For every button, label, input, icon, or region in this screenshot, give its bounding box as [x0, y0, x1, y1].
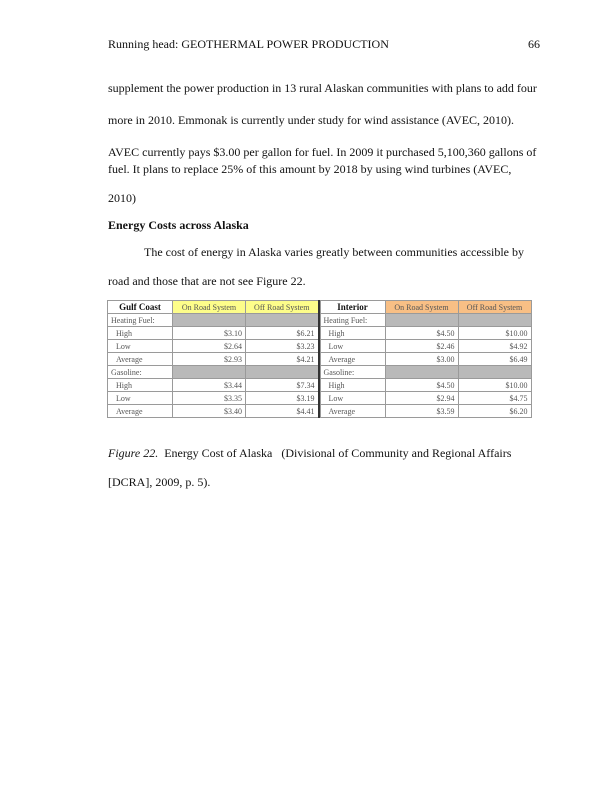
table-row: [320, 353, 531, 366]
on-road-value: $3.59: [385, 405, 458, 418]
paragraph-line: 2010): [108, 191, 136, 205]
table-row: [108, 327, 319, 340]
category-filler-cell: [173, 314, 246, 327]
on-road-value: $3.00: [385, 353, 458, 366]
paragraph-line: fuel. It plans to replace 25% of this amount by 2018 by using wind turbines (AVEC,: [108, 162, 512, 176]
table-row: [320, 366, 531, 379]
paragraph-line: supplement the power production in 13 rural Alaskan communities with plans to add four: [108, 81, 537, 95]
running-head: [108, 36, 540, 52]
table-row: [320, 392, 531, 405]
off-road-value: $3.23: [246, 340, 319, 353]
row-label: Average: [320, 405, 385, 418]
off-road-value: $6.49: [458, 353, 531, 366]
off-road-value: $6.21: [246, 327, 319, 340]
column-header-on-road: On Road System: [173, 301, 246, 314]
table-row: [108, 340, 319, 353]
table-row: [320, 327, 531, 340]
figure-label: Figure 22.: [108, 446, 159, 460]
off-road-value: $6.20: [458, 405, 531, 418]
on-road-value: $2.46: [385, 340, 458, 353]
category-filler-cell: [385, 366, 458, 379]
page-number: 66: [528, 37, 540, 51]
interior-table: [320, 300, 532, 418]
column-header-on-road: On Road System: [385, 301, 458, 314]
table-header-row: [320, 301, 531, 314]
table-row: [320, 405, 531, 418]
on-road-value: $4.50: [385, 327, 458, 340]
table-row: [320, 314, 531, 327]
row-label: Low: [108, 392, 173, 405]
off-road-value: $4.21: [246, 353, 319, 366]
category-filler-cell: [458, 366, 531, 379]
table-header-row: [108, 301, 319, 314]
row-label: High: [320, 379, 385, 392]
category-label: Heating Fuel:: [320, 314, 385, 327]
row-label: Low: [320, 340, 385, 353]
off-road-value: $4.41: [246, 405, 319, 418]
category-filler-cell: [173, 366, 246, 379]
table-row: [108, 379, 319, 392]
region-title: Interior: [320, 301, 385, 314]
category-label: Heating Fuel:: [108, 314, 173, 327]
row-label: High: [108, 379, 173, 392]
row-label: Average: [108, 353, 173, 366]
gulf-coast-table: [107, 300, 320, 418]
row-label: High: [108, 327, 173, 340]
energy-cost-table: [107, 300, 529, 418]
on-road-value: $3.10: [173, 327, 246, 340]
on-road-value: $3.44: [173, 379, 246, 392]
table-row: [320, 379, 531, 392]
column-header-off-road: Off Road System: [458, 301, 531, 314]
on-road-value: $3.40: [173, 405, 246, 418]
paragraph-line: The cost of energy in Alaska varies greatly between communities accessible by: [144, 245, 524, 259]
off-road-value: $10.00: [458, 379, 531, 392]
row-label: High: [320, 327, 385, 340]
category-filler-cell: [246, 366, 319, 379]
table-row: [108, 366, 319, 379]
off-road-value: $4.75: [458, 392, 531, 405]
paragraph-line: AVEC currently pays $3.00 per gallon for fuel. In 2009 it purchased 5,100,360 gallons of: [108, 145, 537, 159]
category-filler-cell: [246, 314, 319, 327]
row-label: Average: [320, 353, 385, 366]
row-label: Average: [108, 405, 173, 418]
off-road-value: $4.92: [458, 340, 531, 353]
on-road-value: $4.50: [385, 379, 458, 392]
category-filler-cell: [458, 314, 531, 327]
off-road-value: $3.19: [246, 392, 319, 405]
caption-text: Energy Cost of Alaska (Divisional of Community and Regional Affairs: [158, 446, 512, 460]
paragraph-line: more in 2010. Emmonak is currently under study for wind assistance (AVEC, 2010).: [108, 113, 515, 127]
figure-caption: [108, 445, 511, 461]
row-label: Low: [108, 340, 173, 353]
section-heading: Energy Costs across Alaska: [108, 218, 249, 232]
on-road-value: $2.94: [385, 392, 458, 405]
off-road-value: $7.34: [246, 379, 319, 392]
paragraph-line: road and those that are not see Figure 22.: [108, 274, 306, 288]
figure-caption-line2: [DCRA], 2009, p. 5).: [108, 475, 211, 489]
table-row: [108, 392, 319, 405]
table-row: [108, 353, 319, 366]
category-filler-cell: [385, 314, 458, 327]
category-label: Gasoline:: [320, 366, 385, 379]
column-header-off-road: Off Road System: [246, 301, 319, 314]
category-label: Gasoline:: [108, 366, 173, 379]
table-row: [108, 314, 319, 327]
on-road-value: $2.64: [173, 340, 246, 353]
table-row: [108, 405, 319, 418]
row-label: Low: [320, 392, 385, 405]
table-row: [320, 340, 531, 353]
off-road-value: $10.00: [458, 327, 531, 340]
on-road-value: $2.93: [173, 353, 246, 366]
running-head-title: Running head: GEOTHERMAL POWER PRODUCTION: [108, 37, 389, 51]
on-road-value: $3.35: [173, 392, 246, 405]
region-title: Gulf Coast: [108, 301, 173, 314]
